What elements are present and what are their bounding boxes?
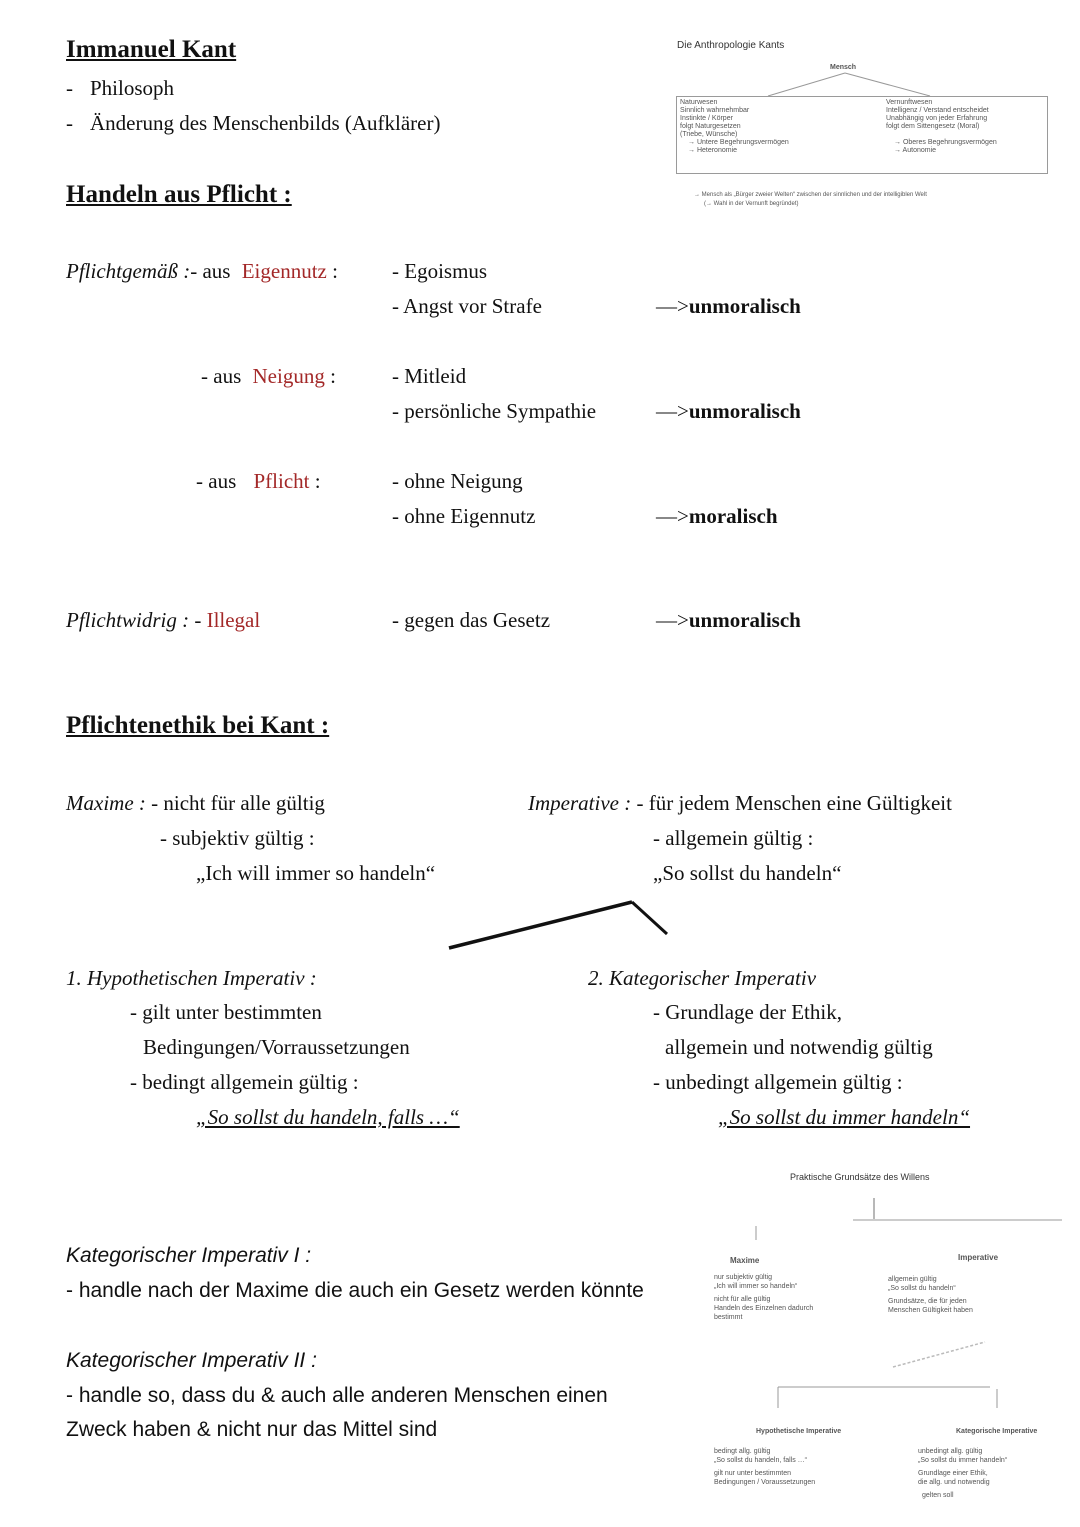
imperative-line: Imperative : - für jedem Menschen eine Gültigkeit: [528, 791, 952, 815]
imperative-quote: „So sollst du handeln“: [653, 861, 842, 885]
hypothetisch-line: Bedingungen/Vorraussetzungen: [143, 1035, 410, 1059]
thumb2-maxime-col: nur subjektiv gültig „Ich will immer so handeln“ nicht für alle gültig Handeln des Einzelnen dadurch bestimmt: [714, 1274, 814, 1321]
kategorisch-line: - unbedingt allgemein gültig :: [653, 1070, 903, 1094]
thumb2-title: Praktische Grundsätze des Willens: [790, 1172, 930, 1182]
kategorisch-line: - Grundlage der Ethik,: [653, 1000, 842, 1024]
thumb2-hyp-col: bedingt allg. gültig „So sollst du handeln, falls …“ gilt nur unter bestimmten Bedingungen / Voraussetzungen: [714, 1448, 816, 1486]
pflicht-item: - ohne Neigung: [392, 469, 523, 493]
thumb1-bottom: (→ Wahl in der Vernunft begründet): [704, 201, 799, 207]
ki2-title: Kategorischer Imperativ II :: [66, 1349, 317, 1372]
thumb1-right-col: Vernunftwesen Intelligenz / Verstand entscheidet Unabhängig von jeder Erfahrung folgt dem Sittengesetz (Moral) → Oberes Begehrungsvermögen → Autonomie: [886, 99, 997, 154]
kategorisch-title: 2. Kategorischer Imperativ: [588, 966, 817, 990]
intro-item: - Philosoph: [66, 76, 175, 100]
ki2-line: Zweck haben & nicht nur das Mittel sind: [66, 1418, 438, 1441]
thumb2-maxime: Maxime: [730, 1256, 760, 1265]
eigennutz-item: - Egoismus: [392, 259, 488, 283]
ki2-line: - handle so, dass du & auch alle anderen Menschen einen: [66, 1384, 608, 1407]
pflichtwidrig-item: - gegen das Gesetz: [392, 608, 551, 632]
pflicht-result: —>moralisch: [656, 504, 778, 528]
thumb1-top: Mensch: [830, 64, 857, 71]
ki1-text: - handle nach der Maxime die auch ein Gesetz werden könnte: [66, 1279, 644, 1302]
eigennutz-item: - Angst vor Strafe: [392, 294, 542, 318]
page-title: Immanuel Kant: [66, 36, 237, 63]
maxime-line: Maxime : - nicht für alle gültig: [66, 791, 325, 815]
kategorisch-quote: „So sollst du immer handeln“: [718, 1105, 971, 1129]
hypothetisch-quote: „So sollst du handeln, falls …“: [196, 1105, 460, 1129]
thumb1-bottom: → Mensch als „Bürger zweier Welten“ zwischen der sinnlichen und der intelligiblen Welt: [694, 192, 927, 198]
thumb2-imperative-col: allgemein gültig „So sollst du handeln“ Grundsätze, die für jeden Menschen Gültigkeit haben: [888, 1276, 973, 1314]
neigung-item: - Mitleid: [392, 364, 467, 388]
maxime-quote: „Ich will immer so handeln“: [196, 861, 436, 885]
imperative-line: - allgemein gültig :: [653, 826, 814, 850]
hypothetisch-line: - bedingt allgemein gültig :: [130, 1070, 359, 1094]
thumb2-kat: Kategorische Imperative: [956, 1428, 1038, 1435]
thumb2-kat-col: unbedingt allg. gültig „So sollst du immer handeln“ Grundlage einer Ethik, die allg. und notwendig gelten soll: [918, 1448, 1008, 1499]
thumb2-imperative: Imperative: [958, 1253, 999, 1262]
thumb1-left-col: Naturwesen Sinnlich wahrnehmbar Instinkte / Körper folgt Naturgesetzen (Triebe, Wünsche) → Untere Begehrungsvermögen → Heteronomie: [680, 99, 789, 154]
ki1-title: Kategorischer Imperativ I :: [66, 1244, 312, 1267]
thumb2-line: [893, 1342, 985, 1367]
neigung-label: - aus Neigung :: [201, 364, 336, 388]
pflichtgemaess-label: Pflichtgemäß :- aus Eigennutz :: [66, 259, 338, 283]
section-heading-handeln: Handeln aus Pflicht :: [66, 181, 292, 208]
section-heading-pflichtenethik: Pflichtenethik bei Kant :: [66, 712, 330, 739]
pflicht-item: - ohne Eigennutz: [392, 504, 536, 528]
hypothetisch-line: - gilt unter bestimmten: [130, 1000, 322, 1024]
thumb2-hyp: Hypothetische Imperative: [756, 1428, 842, 1435]
kategorisch-line: allgemein und notwendig gültig: [665, 1035, 933, 1059]
maxime-line: - subjektiv gültig :: [160, 826, 315, 850]
pflicht-label: - aus Pflicht :: [196, 469, 321, 493]
neigung-result: —>unmoralisch: [656, 399, 801, 423]
pflichtwidrig-result: —>unmoralisch: [656, 608, 801, 632]
thumb1-title: Die Anthropologie Kants: [677, 40, 785, 51]
hypothetisch-title: 1. Hypothetischen Imperativ :: [66, 966, 317, 990]
pflichtwidrig-label: Pflichtwidrig : - Illegal: [66, 608, 261, 632]
intro-item: - Änderung des Menschenbilds (Aufklärer): [66, 111, 441, 135]
neigung-item: - persönliche Sympathie: [392, 399, 597, 423]
eigennutz-result: —>unmoralisch: [656, 294, 801, 318]
